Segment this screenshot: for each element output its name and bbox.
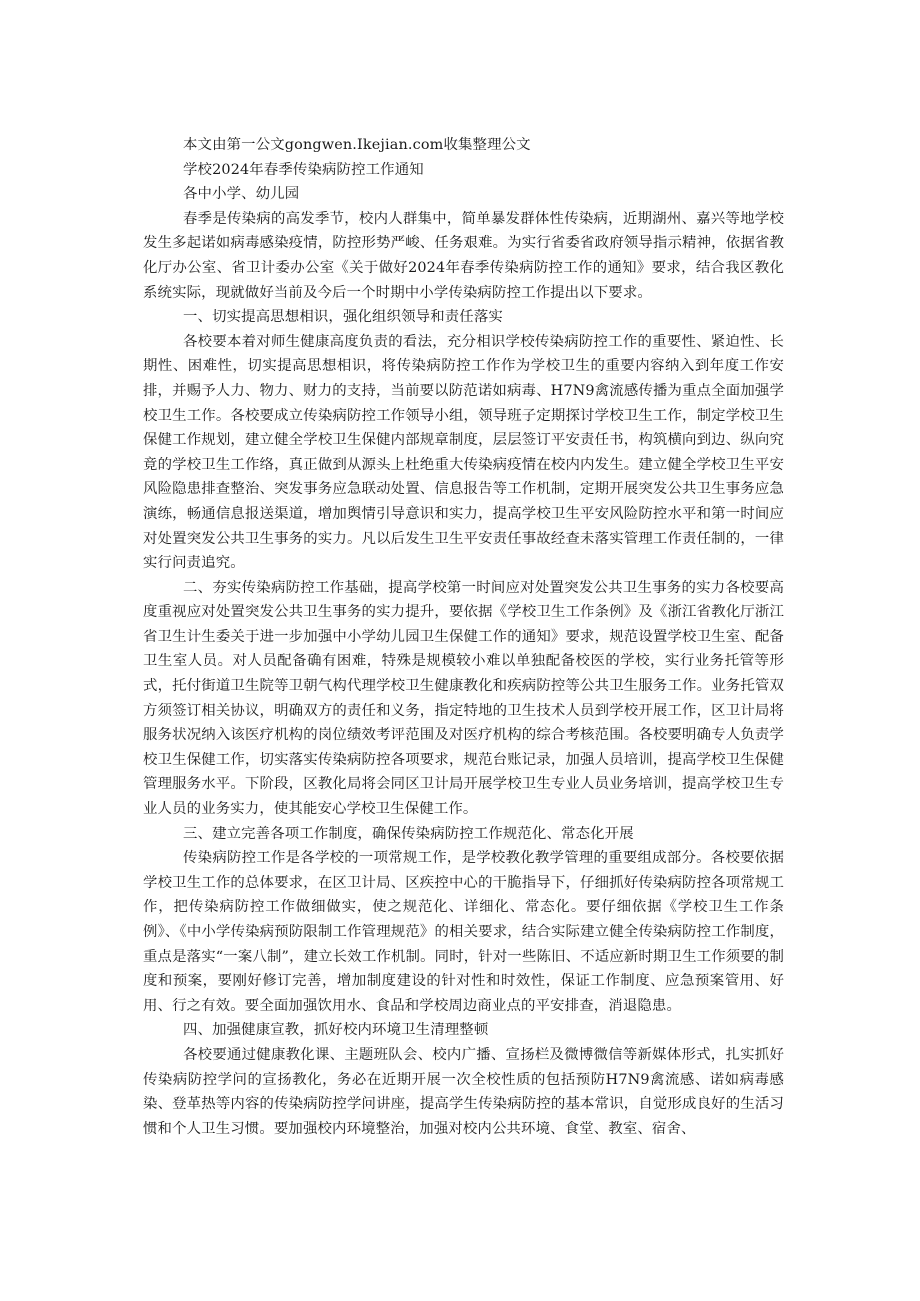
section-heading-1: 一、切实提高思想相识，强化组织领导和责任落实 [183,309,503,326]
section-body-2: 二、夯实传染病防控工作基础，提高学校第一时间应对处置突发公共卫生事务的实力各校要高度重视应对处置突发公共卫生事务的实力提升，要依据《学校卫生工作条例》及《浙江省教化厅浙江省卫生计生委关于进一步加强中小学幼儿园卫生保健工作的通知》要求，规范设置学校卫生室、配备卫生室人员。对人员配备确有困难，特殊是规模较小难以单独配备校医的学校，实行业务托管等形式，托付街道卫生院等卫朝气构代理学校卫生健康教化和疾病防控等公共卫生服务工作。业务托管双方须签订相关协议，明确双方的责任和义务，指定特地的卫生技术人员到学校开展工作，区卫计局将服务状况纳入该医疗机构的岗位绩效考评范围及对医疗机构的综合考核范围。各校要明确专人负责学校卫生保健工作，切实落实传染病防控各项要求，规范台账记录，加强人员培训，提高学校卫生保健管理服务水平。下阶段，区教化局将会同区卫计局开展学校卫生专业人员业务培训，提高学校卫生专业人员的业务实力，使其能安心学校卫生保健工作。 [143,579,784,818]
intro-paragraph: 春季是传染病的高发季节，校内人群集中，简单暴发群体性传染病，近期湖州、嘉兴等地学校发生多起诺如病毒感染疫情，防控形势严峻、任务艰难。为实行省委省政府领导指示精神，依据省教化厅办公室、省卫计委办公室《关于做好2024年春季传染病防控工作的通知》要求，结合我区教化系统实际，现就做好当前及今后一个时期中小学传染病防控工作提出以下要求。 [143,210,784,301]
section-body-3: 传染病防控工作是各学校的一项常规工作，是学校教化教学管理的重要组成部分。各校要依据学校卫生工作的总体要求，在区卫计局、区疾控中心的干脆指导下，仔细抓好传染病防控各项常规工作，把传染病防控工作做细做实，使之规范化、详细化、常态化。要仔细依据《学校卫生工作条例》、《中小学传染病预防限制工作管理规范》的相关要求，结合实际建立健全传染病防控工作制度，重点是落实“一案八制”，建立长效工作机制。同时，针对一些陈旧、不适应新时期卫生工作须要的制度和预案，要刚好修订完善，增加制度建设的针对性和时效性，保证工作制度、应急预案管用、好用、行之有效。要全面加强饮用水、食品和学校周边商业点的平安排查，消退隐患。 [143,850,784,1014]
section-heading-4: 四、加强健康宣教，抓好校内环境卫生清理整顿 [183,1022,489,1039]
document-body [143,133,784,1141]
recipients-line: 各中小学、幼儿园 [183,186,300,203]
section-body-1: 各校要本着对师生健康高度负责的看法，充分相识学校传染病防控工作的重要性、紧迫性、长期性、困难性，切实提高思想相识，将传染病防控工作作为学校卫生的重要内容纳入到年度工作安排，并赐予人力、物力、财力的支持，当前要以防范诺如病毒、H7N9禽流感传播为重点全面加强学校卫生工作。各校要成立传染病防控工作领导小组，领导班子定期探讨学校卫生工作，制定学校卫生保健工作规划，建立健全学校卫生保健内部规章制度，层层签订平安责任书，构筑横向到边、纵向究竟的学校卫生工作络，真正做到从源头上杜绝重大传染病疫情在校内内发生。建立健全学校卫生平安风险隐患排查整治、突发事务应急联动处置、信息报告等工作机制，定期开展突发公共卫生事务应急演练，畅通信息报送渠道，增加舆情引导意识和实力，提高学校卫生平安风险防控水平和第一时间应对处置突发公共卫生事务的实力。凡以后发生卫生平安责任事故经查未落实管理工作责任制的，一律实行问责追究。 [143,333,784,572]
section-body-4: 各校要通过健康教化课、主题班队会、校内广播、宣扬栏及微博微信等新媒体形式，扎实抓好传染病防控学问的宣扬教化，务必在近期开展一次全校性质的包括预防H7N9禽流感、诺如病毒感染、登革热等内容的传染病防控学问讲座，提高学生传染病防控的基本常识，自觉形成良好的生活习惯和个人卫生习惯。要加强校内环境整治，加强对校内公共环境、食堂、教室、宿舍、 [143,1046,784,1137]
section-heading-3: 三、建立完善各项工作制度，确保传染病防控工作规范化、常态化开展 [183,825,634,842]
document-title: 学校2024年春季传染病防控工作通知 [183,161,424,178]
source-line: 本文由第一公文gongwen.Ikejian.com收集整理公文 [183,137,531,153]
